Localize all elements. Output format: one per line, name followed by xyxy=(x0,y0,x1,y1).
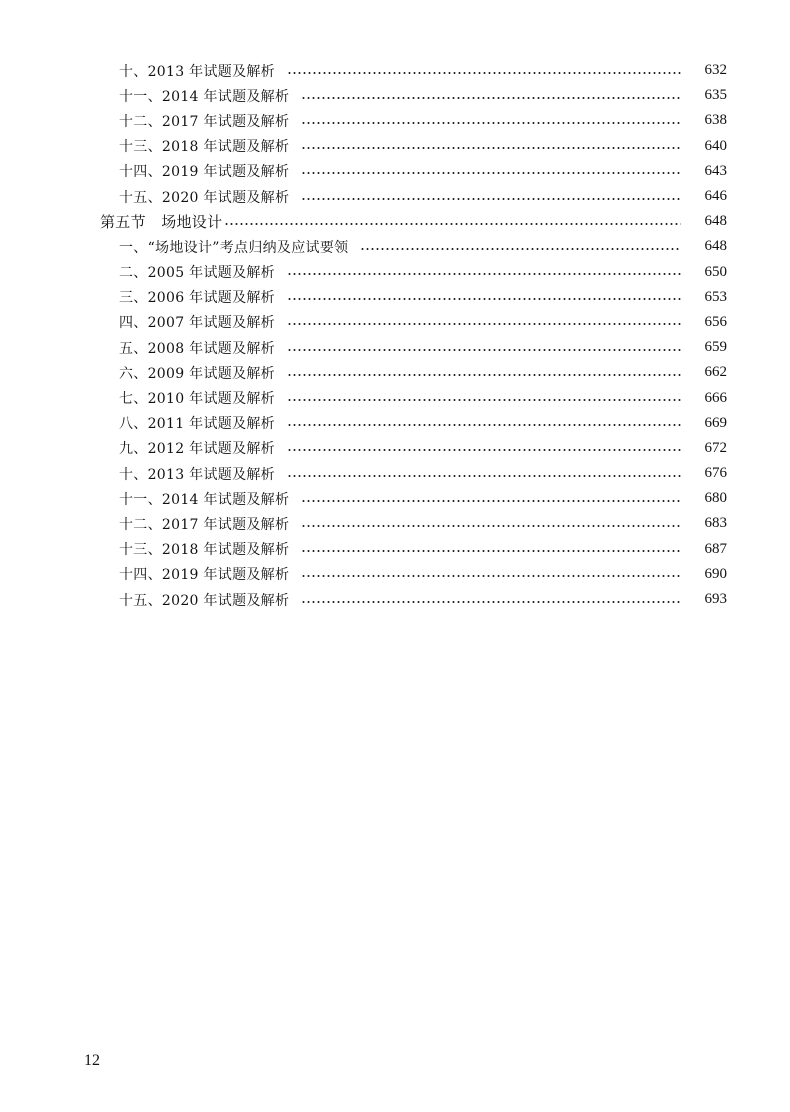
dot-leader xyxy=(301,601,681,603)
toc-entry-page: 669 xyxy=(704,414,727,431)
dot-leader xyxy=(301,97,681,99)
toc-entry[interactable] xyxy=(0,411,790,436)
toc-entry-title: 十四、2019 年试题及解析 xyxy=(119,164,290,181)
toc-entry-page: 683 xyxy=(704,515,727,532)
toc-entry-title: 十三、2018 年试题及解析 xyxy=(119,542,290,559)
toc-entry-page: 656 xyxy=(704,313,727,330)
toc-entry-page: 653 xyxy=(704,288,727,305)
toc-section-title: 第五节 场地设计 xyxy=(100,213,223,232)
toc-entry[interactable] xyxy=(0,335,790,360)
dot-leader xyxy=(287,298,681,300)
toc-entry[interactable] xyxy=(0,360,790,385)
toc-entry-title: 十四、2019 年试题及解析 xyxy=(119,567,290,584)
toc-entry-page: 687 xyxy=(704,540,727,557)
dot-leader xyxy=(301,198,681,200)
toc-entry-page: 640 xyxy=(704,137,727,154)
dot-leader xyxy=(360,248,681,250)
page-number: 12 xyxy=(84,1052,100,1069)
toc-entry[interactable] xyxy=(0,562,790,587)
dot-leader xyxy=(287,349,681,351)
toc-entry-title: 十二、2017 年试题及解析 xyxy=(119,516,290,533)
dot-leader xyxy=(287,374,681,376)
toc-entry-page: 646 xyxy=(704,188,727,205)
toc-entry-page: 662 xyxy=(704,364,727,381)
toc-entry-title: 六、2009 年试题及解析 xyxy=(119,365,275,382)
toc-entry[interactable] xyxy=(0,511,790,536)
toc-entry-page: 648 xyxy=(704,238,727,255)
toc-section-heading[interactable] xyxy=(0,209,790,234)
dot-leader xyxy=(287,323,681,325)
toc-entry-title: 十、2013 年试题及解析 xyxy=(119,63,275,80)
toc-entry-page: 666 xyxy=(704,389,727,406)
toc-entry-title: 八、2011 年试题及解析 xyxy=(119,416,275,433)
dot-leader xyxy=(301,122,681,124)
toc-entry-title: 四、2007 年试题及解析 xyxy=(119,315,275,332)
toc-entry-page: 659 xyxy=(704,339,727,356)
toc-entry-page: 693 xyxy=(704,591,727,608)
toc-entry[interactable] xyxy=(0,58,790,83)
dot-leader xyxy=(301,575,681,577)
toc-entry[interactable] xyxy=(0,184,790,209)
toc-entry-title: 三、2006 年试题及解析 xyxy=(119,290,275,307)
toc-entry[interactable] xyxy=(0,587,790,612)
toc-entry[interactable] xyxy=(0,486,790,511)
toc-section-page: 648 xyxy=(704,213,727,230)
dot-leader xyxy=(301,500,681,502)
toc-entry-page: 690 xyxy=(704,565,727,582)
dot-leader xyxy=(287,72,681,74)
toc-entry-title: 五、2008 年试题及解析 xyxy=(119,340,275,357)
toc-entry-page: 632 xyxy=(704,62,727,79)
toc-entry-title: 十五、2020 年试题及解析 xyxy=(119,189,290,206)
toc-entry[interactable] xyxy=(0,436,790,461)
table-of-contents xyxy=(0,58,790,612)
toc-entry-page: 635 xyxy=(704,87,727,104)
toc-entry[interactable] xyxy=(0,310,790,335)
toc-entry[interactable] xyxy=(0,234,790,259)
dot-leader xyxy=(301,172,681,174)
toc-entry-page: 672 xyxy=(704,439,727,456)
toc-entry-title: 二、2005 年试题及解析 xyxy=(119,265,275,282)
toc-entry[interactable] xyxy=(0,260,790,285)
toc-entry-page: 643 xyxy=(704,162,727,179)
toc-entry[interactable] xyxy=(0,285,790,310)
toc-entry[interactable] xyxy=(0,108,790,133)
dot-leader xyxy=(224,223,681,225)
toc-entry[interactable] xyxy=(0,83,790,108)
toc-entry-title: 一、“场地设计”考点归纳及应试要领 xyxy=(119,239,349,256)
toc-entry-title: 十一、2014 年试题及解析 xyxy=(119,88,290,105)
dot-leader xyxy=(301,525,681,527)
dot-leader xyxy=(301,550,681,552)
toc-entry[interactable] xyxy=(0,385,790,410)
toc-entry-title: 十三、2018 年试题及解析 xyxy=(119,139,290,156)
dot-leader xyxy=(287,475,681,477)
dot-leader xyxy=(301,147,681,149)
toc-entry-page: 650 xyxy=(704,263,727,280)
toc-entry-title: 十、2013 年试题及解析 xyxy=(119,466,275,483)
toc-entry[interactable] xyxy=(0,461,790,486)
dot-leader xyxy=(287,399,681,401)
toc-entry-title: 七、2010 年试题及解析 xyxy=(119,391,275,408)
toc-entry-page: 638 xyxy=(704,112,727,129)
toc-entry[interactable] xyxy=(0,537,790,562)
toc-entry-title: 十一、2014 年试题及解析 xyxy=(119,491,290,508)
dot-leader xyxy=(287,273,681,275)
toc-entry-title: 九、2012 年试题及解析 xyxy=(119,441,275,458)
toc-entry-page: 676 xyxy=(704,465,727,482)
toc-entry[interactable] xyxy=(0,134,790,159)
toc-entry-title: 十二、2017 年试题及解析 xyxy=(119,113,290,130)
toc-entry-title: 十五、2020 年试题及解析 xyxy=(119,592,290,609)
dot-leader xyxy=(287,424,681,426)
dot-leader xyxy=(287,449,681,451)
toc-entry-page: 680 xyxy=(704,490,727,507)
toc-entry[interactable] xyxy=(0,159,790,184)
